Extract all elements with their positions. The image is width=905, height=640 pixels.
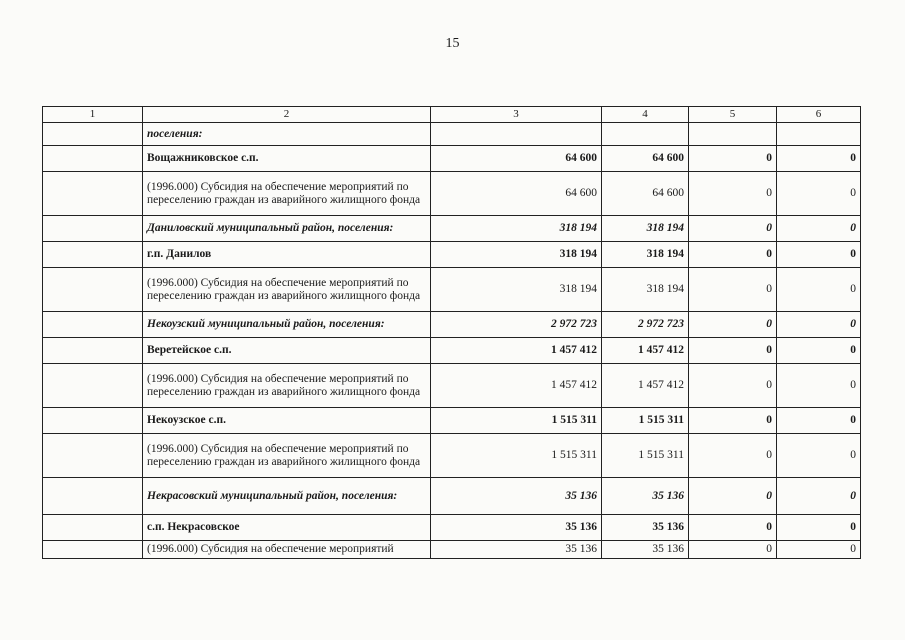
value-cell-col6: 0 — [777, 338, 861, 364]
table-row-item — [43, 434, 861, 478]
table-row-item — [43, 541, 861, 559]
name-cell: Некрасовский муниципальный район, поселения: — [143, 478, 431, 515]
value-cell-col3: 318 194 — [431, 216, 602, 242]
value-cell-col6 — [777, 123, 861, 146]
value-cell-col3 — [431, 123, 602, 146]
code-cell — [43, 216, 143, 242]
code-cell — [43, 146, 143, 172]
name-cell: (1996.000) Субсидия на обеспечение мероприятий по переселению граждан из аварийного жилищного фонда — [143, 268, 431, 312]
value-cell-col4: 1 515 311 — [602, 408, 689, 434]
value-cell-col3: 318 194 — [431, 268, 602, 312]
value-cell-col6: 0 — [777, 172, 861, 216]
value-cell-col3: 1 457 412 — [431, 364, 602, 408]
value-cell-col4: 35 136 — [602, 478, 689, 515]
value-cell-col6: 0 — [777, 364, 861, 408]
table-row-group — [43, 216, 861, 242]
name-cell: Некоузское с.п. — [143, 408, 431, 434]
value-cell-col4: 2 972 723 — [602, 312, 689, 338]
value-cell-col5: 0 — [689, 515, 777, 541]
value-cell-col6: 0 — [777, 312, 861, 338]
value-cell-col4: 35 136 — [602, 541, 689, 559]
header-col-5: 5 — [689, 107, 777, 123]
value-cell-col4: 318 194 — [602, 216, 689, 242]
value-cell-col5: 0 — [689, 216, 777, 242]
value-cell-col4: 1 457 412 — [602, 338, 689, 364]
value-cell-col5: 0 — [689, 478, 777, 515]
code-cell — [43, 408, 143, 434]
value-cell-col5 — [689, 123, 777, 146]
code-cell — [43, 515, 143, 541]
value-cell-col6: 0 — [777, 216, 861, 242]
value-cell-col3: 318 194 — [431, 242, 602, 268]
value-cell-col3: 1 515 311 — [431, 408, 602, 434]
value-cell-col6: 0 — [777, 515, 861, 541]
name-cell: (1996.000) Субсидия на обеспечение мероприятий — [143, 541, 431, 559]
budget-table — [42, 106, 861, 559]
page-number: 15 — [445, 36, 460, 51]
table-row-group — [43, 123, 861, 146]
value-cell-col4 — [602, 123, 689, 146]
value-cell-col4: 35 136 — [602, 515, 689, 541]
value-cell-col6: 0 — [777, 434, 861, 478]
header-col-2: 2 — [143, 107, 431, 123]
value-cell-col3: 64 600 — [431, 146, 602, 172]
name-cell: (1996.000) Субсидия на обеспечение мероприятий по переселению граждан из аварийного жилищного фонда — [143, 434, 431, 478]
value-cell-col4: 1 515 311 — [602, 434, 689, 478]
code-cell — [43, 268, 143, 312]
value-cell-col4: 1 457 412 — [602, 364, 689, 408]
value-cell-col6: 0 — [777, 408, 861, 434]
value-cell-col5: 0 — [689, 312, 777, 338]
name-cell: Вощажниковское с.п. — [143, 146, 431, 172]
table-row-item — [43, 268, 861, 312]
table-row-settlement — [43, 146, 861, 172]
table-row-group — [43, 478, 861, 515]
value-cell-col6: 0 — [777, 478, 861, 515]
name-cell: г.п. Данилов — [143, 242, 431, 268]
code-cell — [43, 123, 143, 146]
table-row-settlement — [43, 515, 861, 541]
value-cell-col3: 1 515 311 — [431, 434, 602, 478]
name-cell: Некоузский муниципальный район, поселения: — [143, 312, 431, 338]
value-cell-col5: 0 — [689, 242, 777, 268]
code-cell — [43, 541, 143, 559]
table-row-group — [43, 312, 861, 338]
code-cell — [43, 364, 143, 408]
name-cell: (1996.000) Субсидия на обеспечение мероприятий по переселению граждан из аварийного жилищного фонда — [143, 364, 431, 408]
value-cell-col5: 0 — [689, 268, 777, 312]
value-cell-col3: 2 972 723 — [431, 312, 602, 338]
name-cell: с.п. Некрасовское — [143, 515, 431, 541]
value-cell-col5: 0 — [689, 172, 777, 216]
value-cell-col5: 0 — [689, 541, 777, 559]
value-cell-col5: 0 — [689, 146, 777, 172]
table-row-settlement — [43, 408, 861, 434]
value-cell-col3: 35 136 — [431, 515, 602, 541]
table-row-settlement — [43, 338, 861, 364]
value-cell-col3: 35 136 — [431, 478, 602, 515]
name-cell: Даниловский муниципальный район, поселения: — [143, 216, 431, 242]
code-cell — [43, 338, 143, 364]
value-cell-col5: 0 — [689, 434, 777, 478]
value-cell-col6: 0 — [777, 146, 861, 172]
code-cell — [43, 242, 143, 268]
table-row-settlement — [43, 242, 861, 268]
value-cell-col6: 0 — [777, 242, 861, 268]
value-cell-col5: 0 — [689, 408, 777, 434]
code-cell — [43, 434, 143, 478]
value-cell-col4: 318 194 — [602, 268, 689, 312]
code-cell — [43, 312, 143, 338]
header-col-1: 1 — [43, 107, 143, 123]
name-cell: (1996.000) Субсидия на обеспечение мероприятий по переселению граждан из аварийного жилищного фонда — [143, 172, 431, 216]
value-cell-col4: 64 600 — [602, 172, 689, 216]
code-cell — [43, 478, 143, 515]
table-row-item — [43, 364, 861, 408]
value-cell-col5: 0 — [689, 338, 777, 364]
header-row — [43, 107, 861, 123]
value-cell-col4: 64 600 — [602, 146, 689, 172]
name-cell: Веретейское с.п. — [143, 338, 431, 364]
table-row-item — [43, 172, 861, 216]
value-cell-col5: 0 — [689, 364, 777, 408]
name-cell: поселения: — [143, 123, 431, 146]
code-cell — [43, 172, 143, 216]
value-cell-col6: 0 — [777, 268, 861, 312]
header-col-3: 3 — [431, 107, 602, 123]
value-cell-col3: 35 136 — [431, 541, 602, 559]
value-cell-col4: 318 194 — [602, 242, 689, 268]
header-col-4: 4 — [602, 107, 689, 123]
value-cell-col3: 64 600 — [431, 172, 602, 216]
header-col-6: 6 — [777, 107, 861, 123]
value-cell-col3: 1 457 412 — [431, 338, 602, 364]
value-cell-col6: 0 — [777, 541, 861, 559]
